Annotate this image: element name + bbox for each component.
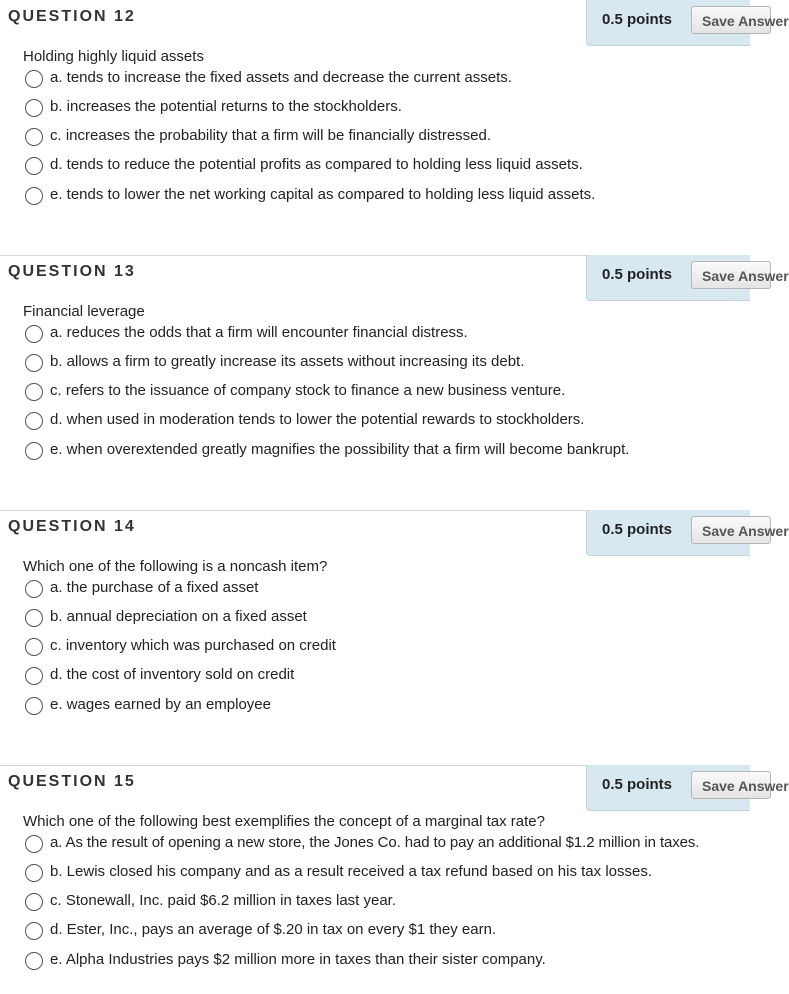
radio-button[interactable] <box>25 70 43 88</box>
option-label: a. the purchase of a fixed asset <box>50 579 259 596</box>
save-answer-button[interactable]: Save Answer <box>691 516 771 544</box>
radio-button[interactable] <box>25 354 43 372</box>
option-label: b. Lewis closed his company and as a result received a tax refund based on his tax losses. <box>50 863 652 880</box>
question-text: Which one of the following is a noncash item? <box>23 558 328 575</box>
question-12 <box>0 0 789 255</box>
points-label: 0.5 points <box>602 11 673 28</box>
question-title: QUESTION 13 <box>8 263 136 280</box>
option-label: d. tends to reduce the potential profits as compared to holding less liquid assets. <box>50 156 583 173</box>
radio-button[interactable] <box>25 835 43 853</box>
option-label: c. inventory which was purchased on credit <box>50 637 336 654</box>
question-text: Financial leverage <box>23 303 145 320</box>
option-label: b. annual depreciation on a fixed asset <box>50 608 307 625</box>
radio-button[interactable] <box>25 893 43 911</box>
option-label: e. tends to lower the net working capital as compared to holding less liquid assets. <box>50 186 596 203</box>
question-title: QUESTION 14 <box>8 518 136 535</box>
save-answer-button[interactable]: Save Answer <box>691 771 771 799</box>
radio-button[interactable] <box>25 442 43 460</box>
points-panel <box>586 510 789 556</box>
option-label: b. increases the potential returns to the stockholders. <box>50 98 402 115</box>
question-15 <box>0 765 789 994</box>
radio-button[interactable] <box>25 128 43 146</box>
option-label: d. Ester, Inc., pays an average of $.20 in tax on every $1 they earn. <box>50 921 497 938</box>
radio-button[interactable] <box>25 609 43 627</box>
question-title: QUESTION 12 <box>8 8 136 25</box>
radio-button[interactable] <box>25 667 43 685</box>
option-label: a. tends to increase the fixed assets and decrease the current assets. <box>50 69 512 86</box>
question-text: Holding highly liquid assets <box>23 48 204 65</box>
radio-button[interactable] <box>25 922 43 940</box>
points-panel <box>586 0 789 46</box>
points-panel <box>586 255 789 301</box>
option-label: e. when overextended greatly magnifies the possibility that a firm will become bankrupt. <box>50 441 630 458</box>
radio-button[interactable] <box>25 864 43 882</box>
option-label: e. wages earned by an employee <box>50 696 271 713</box>
save-answer-button[interactable]: Save Answer <box>691 6 771 34</box>
option-label: d. when used in moderation tends to lower the potential rewards to stockholders. <box>50 411 585 428</box>
radio-button[interactable] <box>25 697 43 715</box>
option-label: c. refers to the issuance of company stock to finance a new business venture. <box>50 382 566 399</box>
radio-button[interactable] <box>25 952 43 970</box>
radio-button[interactable] <box>25 412 43 430</box>
points-label: 0.5 points <box>602 776 673 793</box>
option-label: b. allows a firm to greatly increase its assets without increasing its debt. <box>50 353 525 370</box>
points-panel <box>586 765 789 811</box>
option-label: c. increases the probability that a firm will be financially distressed. <box>50 127 492 144</box>
radio-button[interactable] <box>25 325 43 343</box>
radio-button[interactable] <box>25 383 43 401</box>
radio-button[interactable] <box>25 638 43 656</box>
option-label: c. Stonewall, Inc. paid $6.2 million in taxes last year. <box>50 892 397 909</box>
points-label: 0.5 points <box>602 266 673 283</box>
question-title: QUESTION 15 <box>8 773 136 790</box>
radio-button[interactable] <box>25 99 43 117</box>
question-text: Which one of the following best exemplifies the concept of a marginal tax rate? <box>23 813 545 830</box>
option-label: e. Alpha Industries pays $2 million more in taxes than their sister company. <box>50 951 546 968</box>
radio-button[interactable] <box>25 187 43 205</box>
option-label: d. the cost of inventory sold on credit <box>50 666 295 683</box>
radio-button[interactable] <box>25 157 43 175</box>
question-13 <box>0 255 789 510</box>
question-14 <box>0 510 789 765</box>
option-label: a. As the result of opening a new store, the Jones Co. had to pay an additional $1.2 million in taxes. <box>50 834 700 851</box>
option-label: a. reduces the odds that a firm will encounter financial distress. <box>50 324 468 341</box>
points-label: 0.5 points <box>602 521 673 538</box>
radio-button[interactable] <box>25 580 43 598</box>
save-answer-button[interactable]: Save Answer <box>691 261 771 289</box>
